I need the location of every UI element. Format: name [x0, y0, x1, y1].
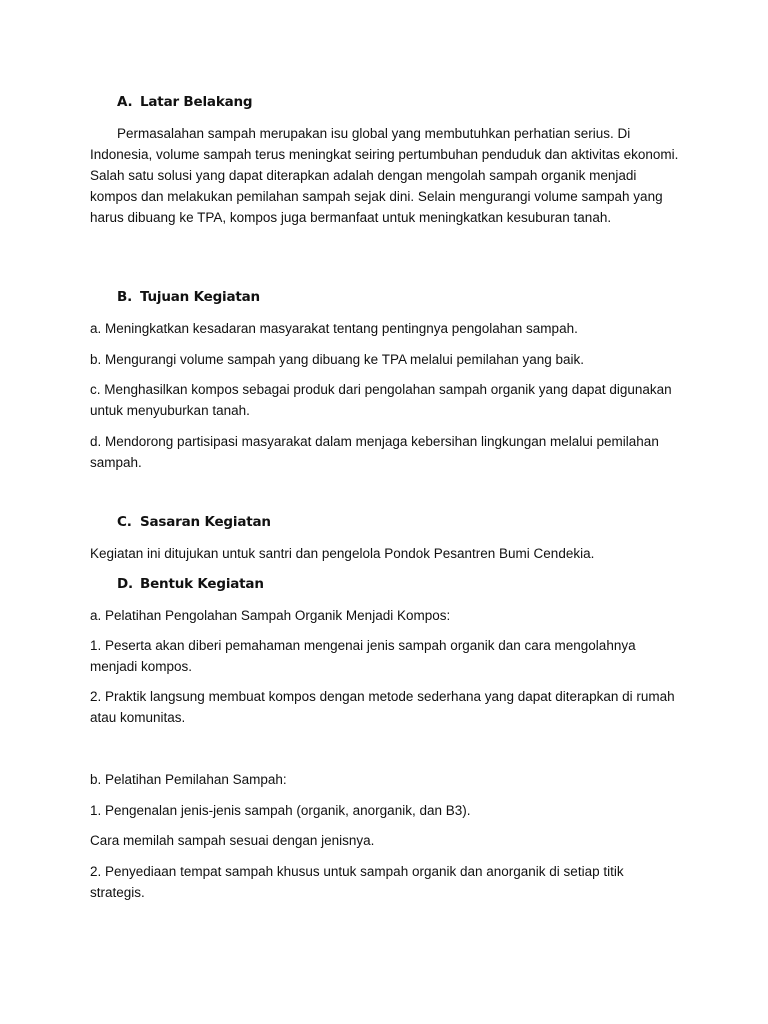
section-c-letter: C.: [117, 514, 132, 530]
section-d-line-4: b. Pelatihan Pemilahan Sampah:: [90, 772, 287, 787]
section-d-heading: [117, 575, 264, 593]
section-b-heading: [117, 288, 260, 306]
section-d-line-7: 2. Penyediaan tempat sampah khusus untuk sampah organik dan anorganik di setiap titik strategis.: [90, 864, 624, 900]
section-d-letter: D.: [117, 576, 133, 592]
section-d-line-3: 2. Praktik langsung membuat kompos dengan metode sederhana yang dapat diterapkan di rumah atau komunitas.: [90, 689, 675, 725]
section-d-title: Bentuk Kegiatan: [140, 576, 264, 592]
section-d-line-1: a. Pelatihan Pengolahan Sampah Organik Menjadi Kompos:: [90, 608, 451, 623]
section-a-paragraph: Permasalahan sampah merupakan isu global yang membutuhkan perhatian serius. Di Indonesia, volume sampah terus meningkat seiring pertumbuhan penduduk dan aktivitas ekonomi. Salah satu solusi yang dapat diterapkan adalah dengan mengolah sampah organik menjadi kompos dan melakukan pemilahan sampah sejak dini. Selain mengurangi volume sampah yang harus dibuang ke TPA, kompos juga bermanfaat untuk meningkatkan kesuburan tanah.: [90, 126, 679, 225]
section-a-letter: A.: [117, 94, 133, 110]
section-b-item-d: d. Mendorong partisipasi masyarakat dalam menjaga kebersihan lingkungan melalui pemilahan sampah.: [90, 434, 659, 470]
section-d-line-2: 1. Peserta akan diberi pemahaman mengenai jenis sampah organik dan cara mengolahnya menjadi kompos.: [90, 638, 636, 674]
section-b-letter: B.: [117, 289, 133, 305]
section-b-item-b: b. Mengurangi volume sampah yang dibuang ke TPA melalui pemilahan yang baik.: [90, 352, 585, 367]
section-b-title: Tujuan Kegiatan: [140, 289, 260, 305]
section-a-heading: [117, 93, 252, 111]
section-b-item-c: c. Menghasilkan kompos sebagai produk dari pengolahan sampah organik yang dapat digunakan untuk menyuburkan tanah.: [90, 382, 672, 418]
section-d-line-6: Cara memilah sampah sesuai dengan jenisnya.: [90, 833, 375, 848]
section-d-line-5: 1. Pengenalan jenis-jenis sampah (organik, anorganik, dan B3).: [90, 803, 471, 818]
section-b-item-a: a. Meningkatkan kesadaran masyarakat tentang pentingnya pengolahan sampah.: [90, 321, 578, 336]
section-c-heading: [117, 513, 271, 531]
section-c-title: Sasaran Kegiatan: [140, 514, 271, 530]
section-a-title: Latar Belakang: [140, 94, 253, 110]
section-c-paragraph: Kegiatan ini ditujukan untuk santri dan pengelola Pondok Pesantren Bumi Cendekia.: [90, 546, 595, 561]
